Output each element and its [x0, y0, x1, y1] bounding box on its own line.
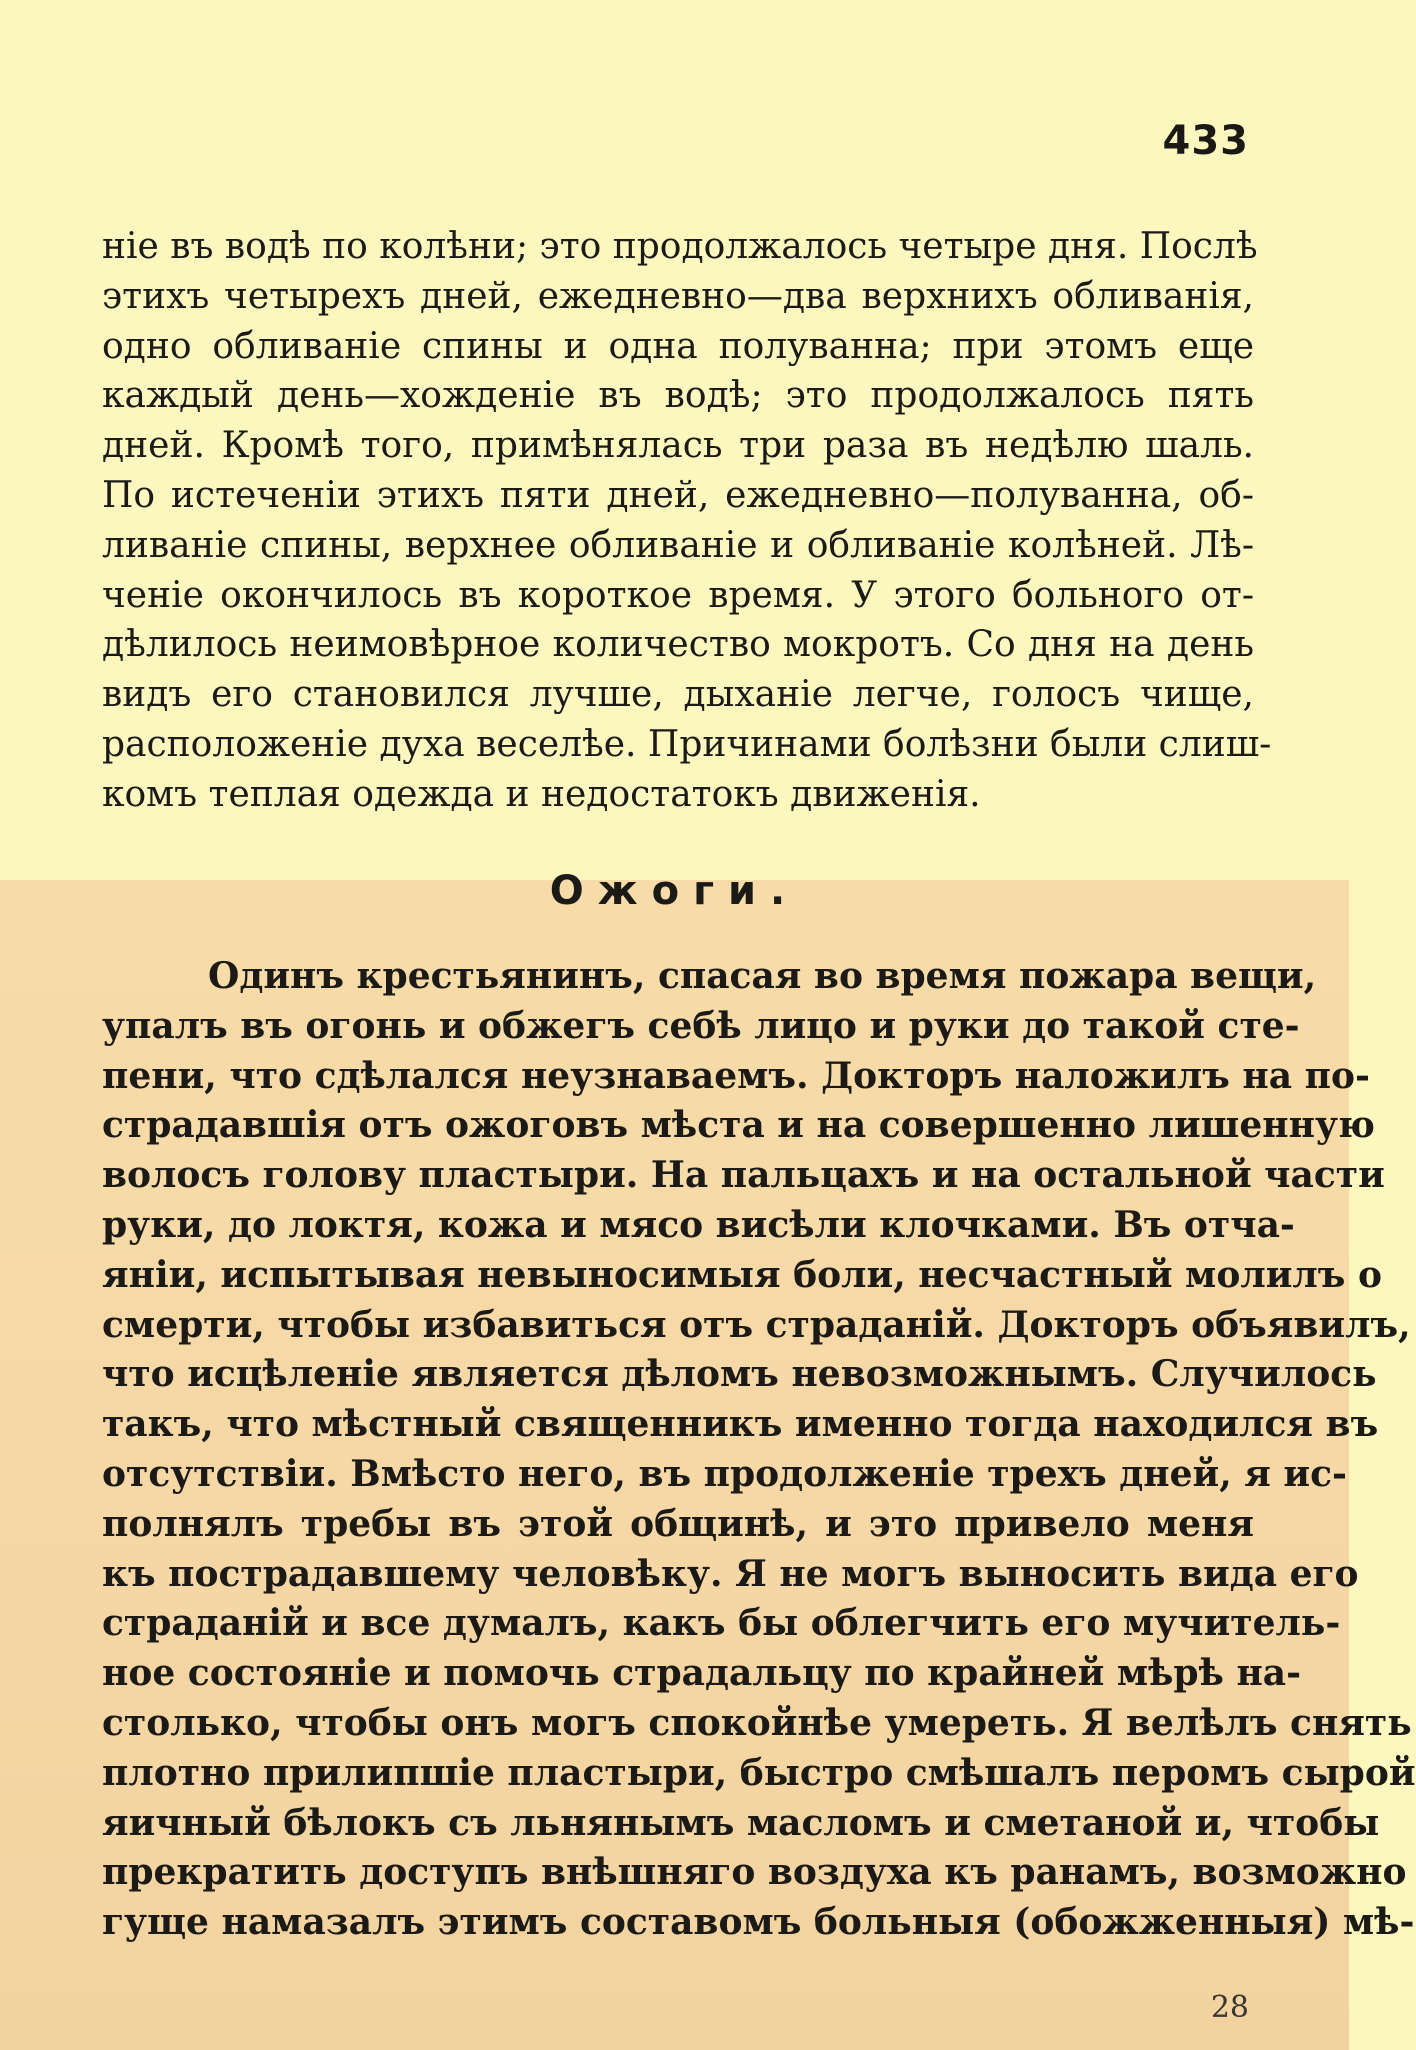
text-line: каждый день—хожденіе въ водѣ; это продолжалось пять	[102, 375, 1254, 417]
text-line: Одинъ крестьянинъ, спасая во время пожара вещи,	[208, 955, 1317, 997]
text-line: упалъ въ огонь и обжегъ себѣ лицо и руки до такой сте-	[102, 1004, 1300, 1047]
text-line: къ пострадавшему человѣку. Я не могъ выносить вида его	[102, 1552, 1359, 1595]
text-line: ніе въ водѣ по колѣни; это продолжалось четыре дня. Послѣ	[102, 226, 1258, 267]
text-line: гуще намазалъ этимъ составомъ больныя (обожженныя) мѣ-	[102, 1901, 1415, 1944]
text-line: что исцѣленіе является дѣломъ невозможнымъ. Случилось	[102, 1353, 1377, 1396]
text-line: дней. Кромѣ того, примѣнялась три раза въ недѣлю шаль.	[102, 425, 1254, 467]
text-line: ное состояніе и помочь страдальцу по крайней мѣрѣ на-	[102, 1652, 1302, 1695]
text-line: плотно прилипшіе пластыри, быстро смѣшалъ перомъ сырой	[102, 1751, 1416, 1794]
text-line: такъ, что мѣстный священникъ именно тогда находился въ	[102, 1403, 1379, 1446]
text-line: ливаніе спины, верхнее обливаніе и обливаніе колѣней. Лѣ-	[102, 524, 1254, 566]
text-line: смерти, чтобы избавиться отъ страданій. Докторъ объявилъ,	[102, 1303, 1411, 1346]
paragraph-2	[102, 952, 1416, 1948]
text-line: яичный бѣлокъ съ льнянымъ масломъ и сметаной и, чтобы	[102, 1801, 1380, 1844]
text-line: столько, чтобы онъ могъ спокойнѣе умереть. Я велѣлъ снять	[102, 1701, 1412, 1744]
text-line: страдавшія отъ ожоговъ мѣста и на совершенно лишенную	[102, 1104, 1375, 1147]
section-heading: Ожоги.	[549, 868, 800, 914]
text-line: прекратить доступъ внѣшняго воздуха къ ранамъ, возможно	[102, 1851, 1407, 1894]
text-line: одно обливаніе спины и одна полуванна; при этомъ еще	[102, 325, 1254, 367]
text-line: комъ теплая одежда и недостатокъ движенія.	[102, 773, 981, 815]
text-line: руки, до локтя, кожа и мясо висѣли клочками. Въ отча-	[102, 1203, 1295, 1246]
page-number: 433	[1162, 118, 1249, 164]
text-line: отсутствіи. Вмѣсто него, въ продолженіе трехъ дней, я ис-	[102, 1452, 1347, 1495]
text-line: этихъ четырехъ дней, ежедневно—два верхнихъ обливанія,	[102, 275, 1254, 317]
paragraph-1	[102, 222, 1272, 820]
signature-mark: 28	[1210, 1990, 1249, 2025]
text-line: пени, что сдѣлался неузнаваемъ. Докторъ наложилъ на по-	[102, 1054, 1370, 1097]
text-line: страданій и все думалъ, какъ бы облегчить его мучитель-	[102, 1602, 1341, 1645]
text-line: полнялъ требы въ этой общинѣ, и это привело меня	[102, 1502, 1254, 1545]
text-line: волосъ голову пластыри. На пальцахъ и на остальной части	[102, 1154, 1385, 1197]
text-line: расположеніе духа веселѣе. Причинами болѣзни были слиш-	[102, 723, 1272, 765]
text-line: По истеченіи этихъ пяти дней, ежедневно—полуванна, об-	[102, 474, 1254, 516]
text-line: яніи, испытывая невыносимыя боли, несчастный молилъ о	[102, 1253, 1382, 1296]
text-line: видъ его становился лучше, дыханіе легче, голосъ чище,	[102, 674, 1254, 716]
text-line: ченіе окончилось въ короткое время. У этого больного от-	[102, 574, 1254, 616]
text-line: дѣлилось неимовѣрное количество мокротъ. Со дня на день	[102, 624, 1254, 666]
